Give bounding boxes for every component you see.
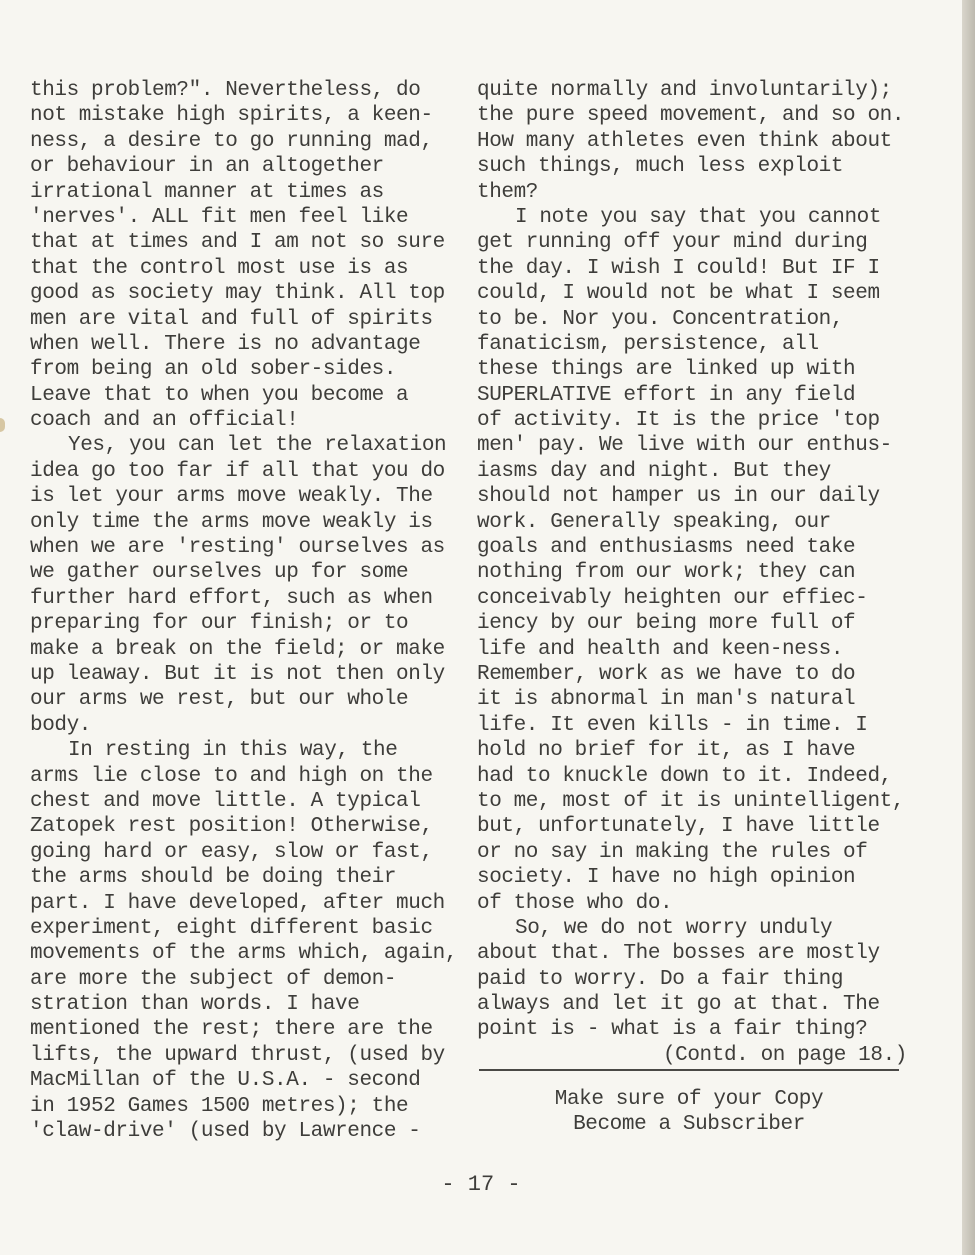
text-line: life. It even kills - in time. I <box>477 713 868 737</box>
text-line: could, I would not be what I seem <box>477 282 880 306</box>
text-line: chest and move little. A typical <box>30 789 421 813</box>
text-line: get running off your mind during <box>477 231 868 255</box>
text-line: nothing from our work; they can <box>477 561 856 585</box>
text-line: experiment, eight different basic <box>30 916 433 940</box>
text-line: (Contd. on page 18.) <box>662 1043 907 1067</box>
text-line: fanaticism, persistence, all <box>477 332 819 356</box>
text-line: when well. There is no advantage <box>30 332 421 356</box>
text-line: that the control most use is as <box>30 256 409 280</box>
notice-line-1: Make sure of your Copy <box>554 1088 824 1111</box>
text-line: that at times and I am not so sure <box>30 231 445 255</box>
text-line: preparing for our finish; or to <box>30 612 409 636</box>
text-line: about that. The bosses are mostly <box>477 942 880 966</box>
text-line: but, unfortunately, I have little <box>477 815 880 839</box>
text-line: point is - what is a fair thing? <box>477 1018 868 1042</box>
text-line: to me, most of it is unintelligent, <box>477 789 905 813</box>
text-line: Zatopek rest position! Otherwise, <box>30 815 433 839</box>
left-text-column <box>30 78 460 1144</box>
text-line: body. <box>30 713 92 737</box>
text-line: Leave that to when you become a <box>30 383 409 407</box>
text-line: or no say in making the rules of <box>477 840 868 864</box>
text-line: irrational manner at times as <box>30 180 384 204</box>
text-line: SUPERLATIVE effort in any field <box>477 383 856 407</box>
text-line: our arms we rest, but our whole <box>30 688 409 712</box>
text-line: up leaway. But it is not then only <box>30 662 445 686</box>
text-line: iasms day and night. But they <box>477 459 831 483</box>
text-line: iency by our being more full of <box>477 612 856 636</box>
subscription-notice <box>479 1088 899 1137</box>
text-line: only time the arms move weakly is <box>30 510 433 534</box>
text-line: should not hamper us in our daily <box>477 485 880 509</box>
text-line: idea go too far if all that you do <box>30 459 445 483</box>
text-line: from being an old sober-sides. <box>30 358 397 382</box>
text-line: had to knuckle down to it. Indeed, <box>477 764 892 788</box>
text-line: mentioned the rest; there are the <box>30 1018 433 1042</box>
text-line: MacMillan of the U.S.A. - second <box>30 1069 421 1093</box>
text-line: we gather ourselves up for some <box>30 561 409 585</box>
text-line: always and let it go at that. The <box>477 993 880 1017</box>
text-line: the day. I wish I could! But IF I <box>477 256 880 280</box>
text-line: Remember, work as we have to do <box>477 662 856 686</box>
text-line: such things, much less exploit <box>477 155 844 179</box>
text-line: this problem?". Nevertheless, do <box>30 79 421 102</box>
right-text-column <box>477 78 907 1068</box>
text-line: Yes, you can let the relaxation <box>68 434 447 458</box>
text-line: is let your arms move weakly. The <box>30 485 433 509</box>
text-line: good as society may think. All top <box>30 282 445 306</box>
text-line: these things are linked up with <box>477 358 856 382</box>
text-line: How many athletes even think about <box>477 129 892 153</box>
text-line: or behaviour in an altogether <box>30 155 384 179</box>
text-line: lifts, the upward thrust, (used by <box>30 1043 445 1067</box>
text-line: paid to worry. Do a fair thing <box>477 967 844 991</box>
text-line: life and health and keen-ness. <box>477 637 844 661</box>
text-line: So, we do not worry unduly <box>515 916 833 940</box>
text-line: conceivably heighten our effiec- <box>477 586 868 610</box>
text-line: are more the subject of demon- <box>30 967 397 991</box>
text-line: men are vital and full of spirits <box>30 307 433 331</box>
page-edge <box>962 0 975 1255</box>
text-line: 'nerves'. ALL fit men feel like <box>30 205 409 229</box>
text-line: in 1952 Games 1500 metres); the <box>30 1094 409 1118</box>
text-line: I note you say that you cannot <box>515 205 882 229</box>
text-line: work. Generally speaking, our <box>477 510 831 534</box>
text-line: when we are 'resting' ourselves as <box>30 536 445 560</box>
text-line: goals and enthusiasms need take <box>477 536 856 560</box>
text-line: hold no brief for it, as I have <box>477 739 856 763</box>
text-line: arms lie close to and high on the <box>30 764 433 788</box>
text-line: them? <box>477 180 539 204</box>
text-line: going hard or easy, slow or fast, <box>30 840 433 864</box>
text-line: to be. Nor you. Concentration, <box>477 307 844 331</box>
text-line: make a break on the field; or make <box>30 637 445 661</box>
text-line: coach and an official! <box>30 409 299 433</box>
text-line: not mistake high spirits, a keen- <box>30 104 433 128</box>
page-number: - 17 - <box>441 1172 521 1197</box>
text-line: In resting in this way, the <box>68 739 398 763</box>
text-line: men' pay. We live with our enthus- <box>477 434 892 458</box>
text-line: part. I have developed, after much <box>30 891 445 915</box>
text-line: stration than words. I have <box>30 993 360 1017</box>
text-line: the pure speed movement, and so on. <box>477 104 905 128</box>
text-line: of those who do. <box>477 891 673 915</box>
horizontal-rule <box>479 1069 899 1071</box>
text-line: movements of the arms which, again, <box>30 942 458 966</box>
punch-hole-mark <box>0 418 5 432</box>
text-line: it is abnormal in man's natural <box>477 688 856 712</box>
text-line: further hard effort, such as when <box>30 586 433 610</box>
text-line: 'claw-drive' (used by Lawrence - <box>30 1120 421 1144</box>
text-line: ness, a desire to go running mad, <box>30 129 433 153</box>
text-line: society. I have no high opinion <box>477 866 856 890</box>
text-line: of activity. It is the price 'top <box>477 409 880 433</box>
notice-line-2: Become a Subscriber <box>573 1112 805 1136</box>
text-line: quite normally and involuntarily); <box>477 79 892 102</box>
text-line: the arms should be doing their <box>30 866 397 890</box>
